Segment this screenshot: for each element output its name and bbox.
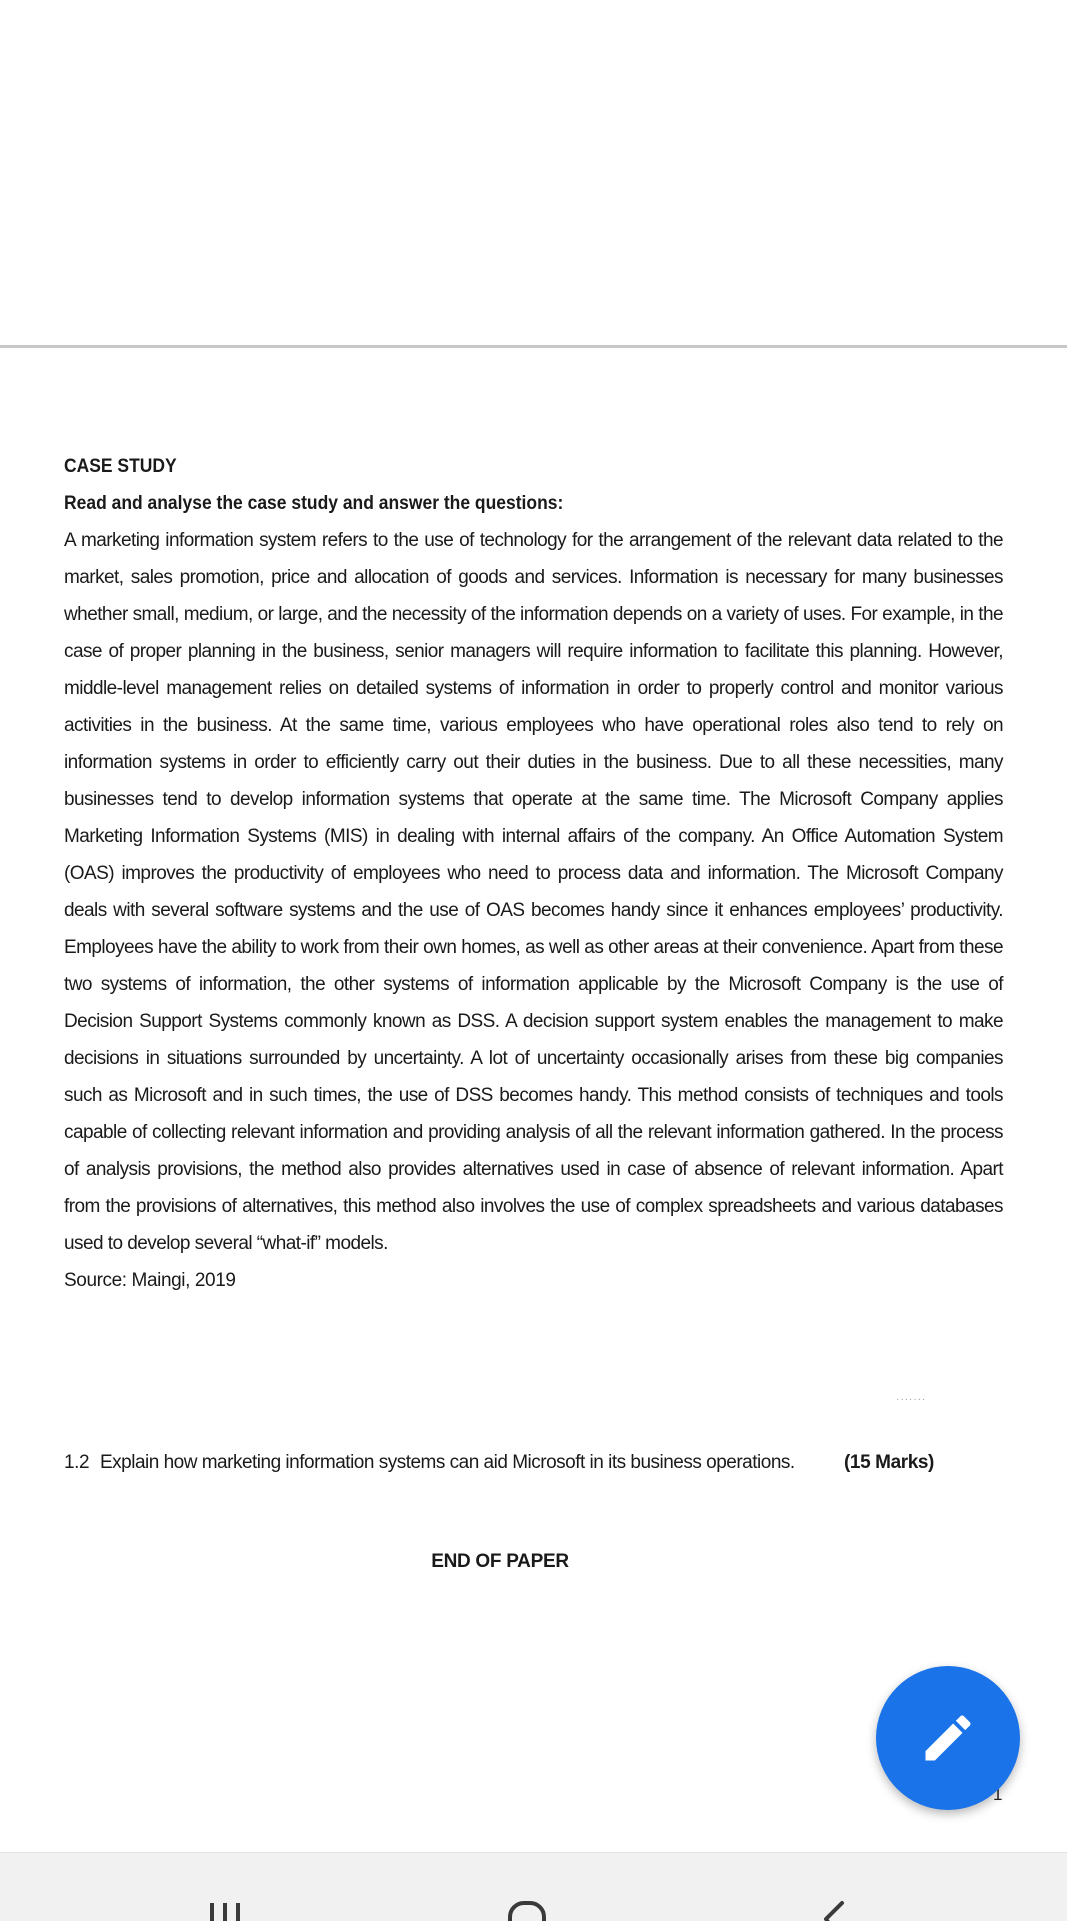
page-number: 1 <box>993 1785 1003 1804</box>
pencil-icon <box>918 1708 978 1768</box>
previous-page-area <box>0 0 1067 345</box>
back-icon <box>760 1853 880 1921</box>
case-study-body: A marketing information system refers to the use of technology for the arrangement of the relevant data related to the market, sales promotion, price and allocation of goods and services. Information is necessary for many businesses whether small, medium, or large, and the necessity of the information depends on a variety of uses. For example, in the case of proper planning in the business, senior managers will require information to facilitate this planning. However, middle-level management relies on detailed systems of information in order to properly control and monitor various activities in the business. At the same time, various employees who have operational roles also tend to rely on information systems in order to efficiently carry out their duties in the business. Due to all these necessities, many businesses tend to develop information systems that operate at the same time. The Microsoft Company applies Marketing Information Systems (MIS) in dealing with internal affairs of the company. An Office Automation System (OAS) improves the productivity of employees who need to process data and information. The Microsoft Company deals with several software systems and the use of OAS becomes handy since it enhances employees’ productivity. Employees have the ability to work from their own homes, as well as other areas at their convenience. Apart from these two systems of information, the other systems of information applicable by the Microsoft Company is the use of Decision Support Systems commonly known as DSS. A decision support system enables the management to make decisions in situations surrounded by uncertainty. A lot of uncertainty occasionally arises from these big companies such as Microsoft and in such times, the use of DSS becomes handy. This method consists of techniques and tools capable of collecting relevant information and providing analysis of all the relevant information gathered. In the process of analysis provisions, the method also provides alternatives used in case of absence of relevant information. Apart from the provisions of alternatives, this method also involves the use of complex spreadsheets and various databases used to develop several “what-if” models. <box>64 530 1003 1254</box>
edit-fab-button[interactable] <box>876 1666 1020 1810</box>
question-text: Explain how marketing information systems can aid Microsoft in its business operations. <box>100 1452 795 1473</box>
question-marks: (15 Marks) <box>844 1452 934 1473</box>
page-divider <box>0 345 1067 348</box>
source-citation: Source: Maingi, 2019 <box>64 1270 236 1291</box>
faint-scan-mark: ······· <box>896 1394 927 1405</box>
recent-apps-icon <box>170 1853 290 1921</box>
question-number: 1.2 <box>64 1452 90 1473</box>
home-icon <box>488 1853 608 1921</box>
home-button[interactable] <box>488 1853 608 1921</box>
instruction-heading: Read and analyse the case study and answer the questions: <box>64 493 564 514</box>
recent-apps-button[interactable] <box>170 1853 290 1921</box>
back-button[interactable] <box>760 1853 880 1921</box>
document-page <box>64 448 1003 1299</box>
end-of-paper: END OF PAPER <box>431 1551 569 1572</box>
case-study-heading: CASE STUDY <box>64 456 177 477</box>
question-row <box>64 1444 954 1481</box>
system-navigation-bar <box>0 1852 1067 1921</box>
